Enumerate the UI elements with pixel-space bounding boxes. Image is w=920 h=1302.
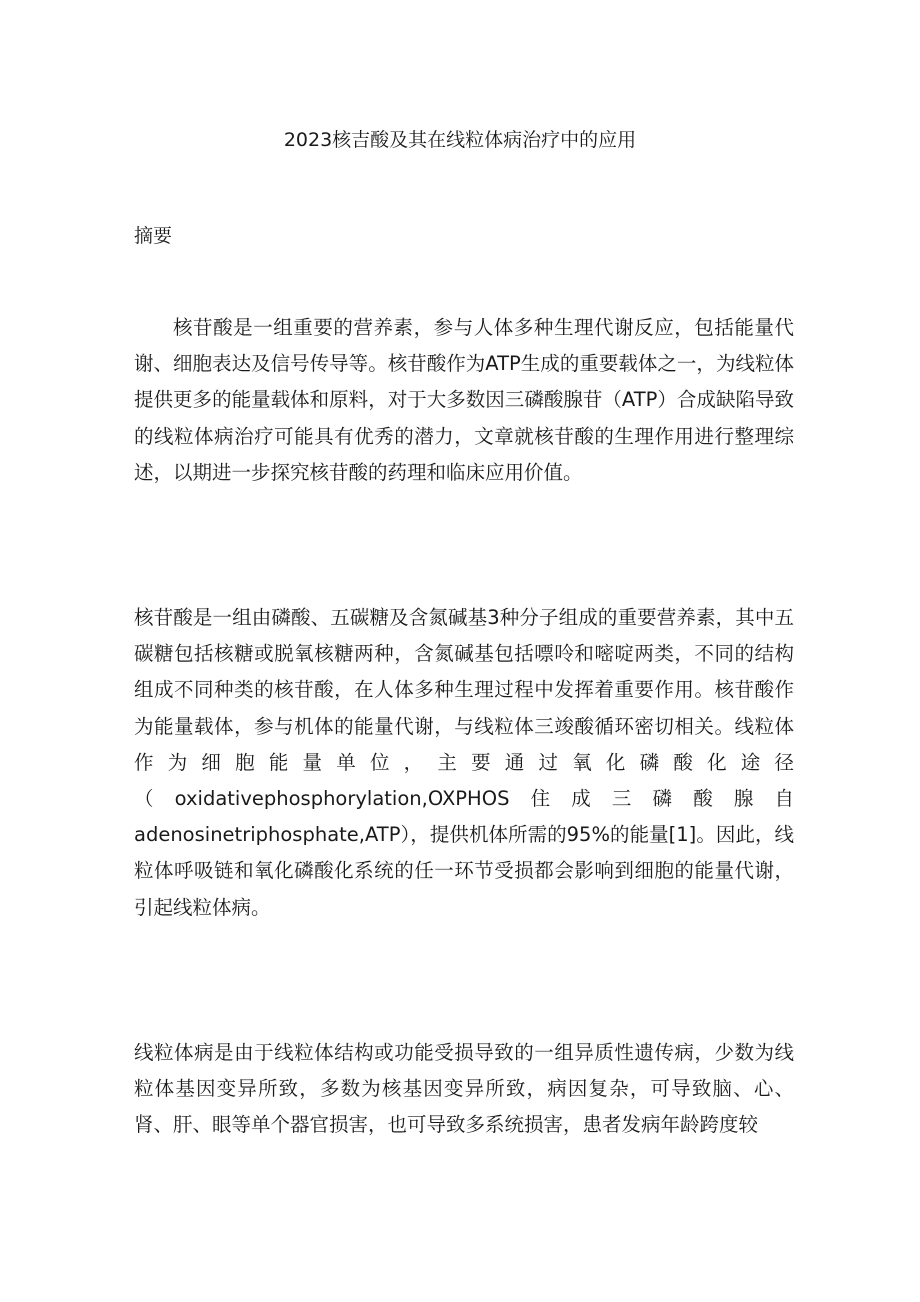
body-paragraph-nucleotides: 核苷酸是一组由磷酸、五碳糖及含氮碱基3种分子组成的重要营养素，其中五碳糖包括核糖或脱氧核糖两种，含氮碱基包括嘌呤和嘧啶两类，不同的结构组成不同种类的核苷酸，在人体多种生理过程中发挥着重要作用。核苷酸作为能量载体，参与机体的能量代谢，与线粒体三竣酸循环密切相关。线粒体作为细胞能量单位，主要通过氧化磷酸化途径（oxidativephosphorylation,OXPHOS住成三磷酸腺自adenosinetriphosphate,ATP），提供机体所需的95%的能量[1]。因此，线粒体呼吸链和氧化磷酸化系统的任一环节受损都会影响到细胞的能量代谢，引起线粒体病。: [134, 606, 794, 919]
document-title: 2023核吉酸及其在线粒体病治疗中的应用: [283, 129, 637, 151]
abstract-heading: 摘要: [134, 225, 173, 247]
abstract-paragraph: 核苷酸是一组重要的营养素，参与人体多种生理代谢反应，包括能量代谢、细胞表达及信号传导等。核苷酸作为ATP生成的重要载体之一，为线粒体提供更多的能量载体和原料，对于大多数因三磷酸腺苷（ATP）合成缺陷导致的线粒体病治疗可能具有优秀的潜力，文章就核苷酸的生理作用进行整理综述，以期进一步探究核苷酸的药理和临床应用价值。: [134, 316, 794, 484]
body-paragraph-mitochondrial-disease: 线粒体病是由于线粒体结构或功能受损导致的一组异质性遗传病，少数为线粒体基因变异所致，多数为核基因变异所致，病因复杂，可导致脑、心、肾、肝、眼等单个器官损害，也可导致多系统损害，患者发病年龄跨度较: [134, 1041, 794, 1137]
